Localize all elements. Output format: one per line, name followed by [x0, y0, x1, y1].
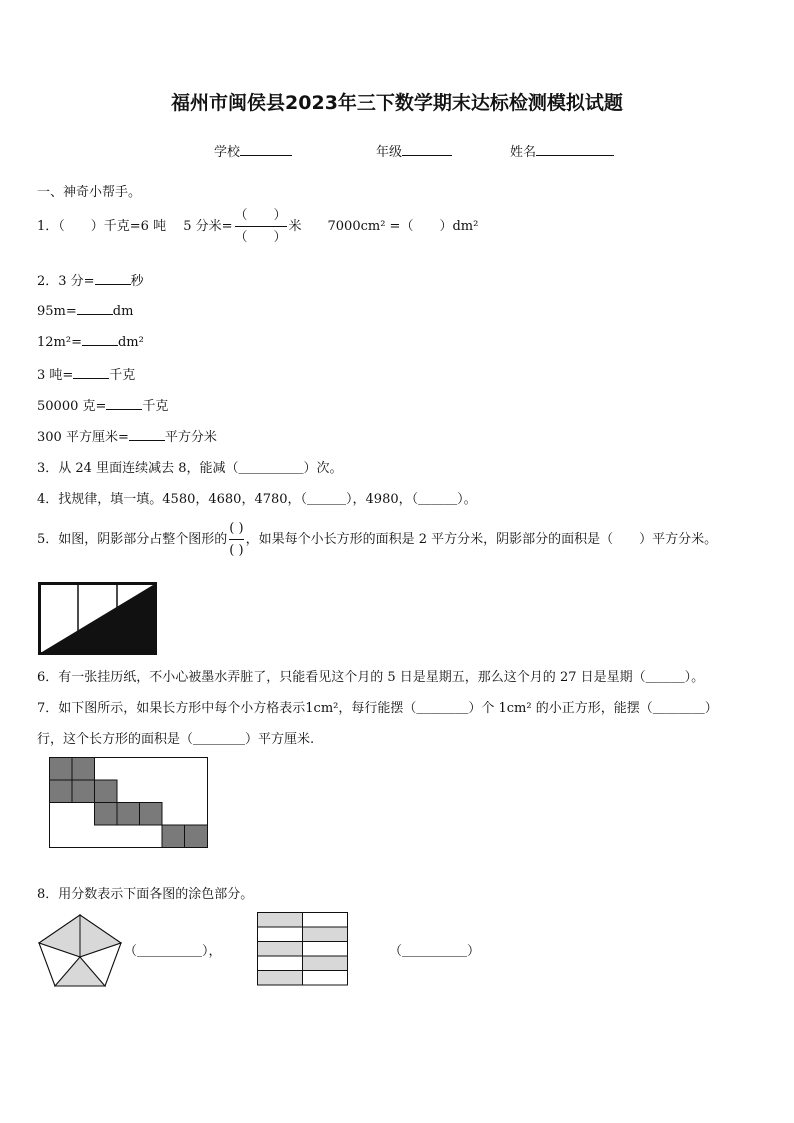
- q1-text-b: 米 7000cm² =（ ）dm²: [288, 219, 479, 234]
- q5-text-a: 5．如图，阴影部分占整个图形的: [37, 532, 228, 547]
- q2-line-3: [37, 333, 144, 350]
- question-7-line-2: 行，这个长方形的面积是（＿＿＿＿）平方厘米.: [37, 732, 315, 747]
- q2-line-4: [37, 364, 135, 383]
- q7-figure: [49, 757, 210, 850]
- q2-blank[interactable]: [82, 333, 118, 346]
- q2-blank[interactable]: [77, 302, 113, 315]
- q2-line-2: [37, 302, 133, 319]
- q5-text-b: ，如果每个小长方形的面积是 2 平方分米，阴影部分的面积是（ ）平方分米。: [245, 532, 718, 547]
- q2-label: 3 吨=: [37, 368, 74, 383]
- q2-label: 2．3 分=: [37, 274, 95, 289]
- q2-line-5: [37, 395, 168, 414]
- q5-frac-top: ( ): [229, 521, 244, 536]
- q1-frac-top: （ ）: [234, 208, 287, 223]
- q2-blank[interactable]: [106, 397, 142, 410]
- grade-field: [376, 141, 452, 160]
- q2-label: 50000 克=: [37, 399, 107, 414]
- grade-label: 年级: [376, 145, 403, 160]
- q2-line-1: [37, 270, 144, 289]
- q5-fraction[interactable]: [229, 520, 243, 559]
- question-4: 4．找规律，填一填。4580，4680，4780，（＿＿＿），4980，（＿＿＿）。: [37, 492, 477, 507]
- q2-blank[interactable]: [73, 366, 109, 379]
- q1-text-a: 1．（ ）千克=6 吨 5 分米=: [37, 219, 233, 234]
- q2-label: 300 平方厘米=: [37, 430, 129, 445]
- name-label: 姓名: [510, 145, 537, 160]
- q2-line-6: [37, 426, 217, 445]
- q2-unit: dm²: [117, 335, 144, 350]
- question-8: 8．用分数表示下面各图的涂色部分。: [37, 887, 254, 902]
- school-label: 学校: [214, 145, 241, 160]
- q2-unit: 千克: [142, 399, 169, 414]
- school-field: [214, 141, 292, 160]
- q2-blank[interactable]: [95, 272, 131, 285]
- grade-blank[interactable]: [402, 143, 452, 156]
- q2-blank[interactable]: [129, 428, 165, 441]
- q8-answer-2[interactable]: （＿＿＿＿＿）: [389, 944, 481, 959]
- q8-grid-figure: [257, 912, 349, 987]
- q2-unit: 秒: [130, 274, 144, 289]
- section-heading: 一、神奇小帮手。: [37, 185, 142, 200]
- q8-pentagon-figure: [36, 913, 124, 989]
- q5-frac-bottom: ( ): [229, 543, 244, 558]
- question-7-line-1: 7．如下图所示，如果长方形中每个小方格表示1cm²，每行能摆（＿＿＿＿）个 1cm² 的小正方形，能摆（＿＿＿＿）: [37, 701, 718, 716]
- question-3: 3．从 24 里面连续减去 8，能减（＿＿＿＿＿）次。: [37, 461, 343, 476]
- page-title: 福州市闽侯县2023年三下数学期末达标检测模拟试题: [171, 92, 623, 114]
- q2-unit: 平方分米: [164, 430, 217, 445]
- q5-figure: [38, 582, 158, 656]
- q1-frac-bottom: （ ）: [234, 230, 287, 245]
- q1-fraction[interactable]: [235, 207, 287, 246]
- name-blank[interactable]: [536, 143, 614, 156]
- q2-unit: 千克: [109, 368, 136, 383]
- q2-unit: dm: [112, 304, 134, 319]
- question-1: [37, 207, 478, 246]
- question-5: [37, 520, 717, 559]
- q2-label: 95m=: [37, 304, 77, 319]
- name-field: [510, 141, 614, 160]
- question-6: 6．有一张挂历纸，不小心被墨水弄脏了，只能看见这个月的 5 日是星期五，那么这个月的 27 日是星期（＿＿＿）。: [37, 670, 705, 685]
- school-blank[interactable]: [240, 143, 292, 156]
- q8-answer-1[interactable]: （＿＿＿＿＿），: [124, 944, 222, 959]
- q2-label: 12m²=: [37, 335, 82, 350]
